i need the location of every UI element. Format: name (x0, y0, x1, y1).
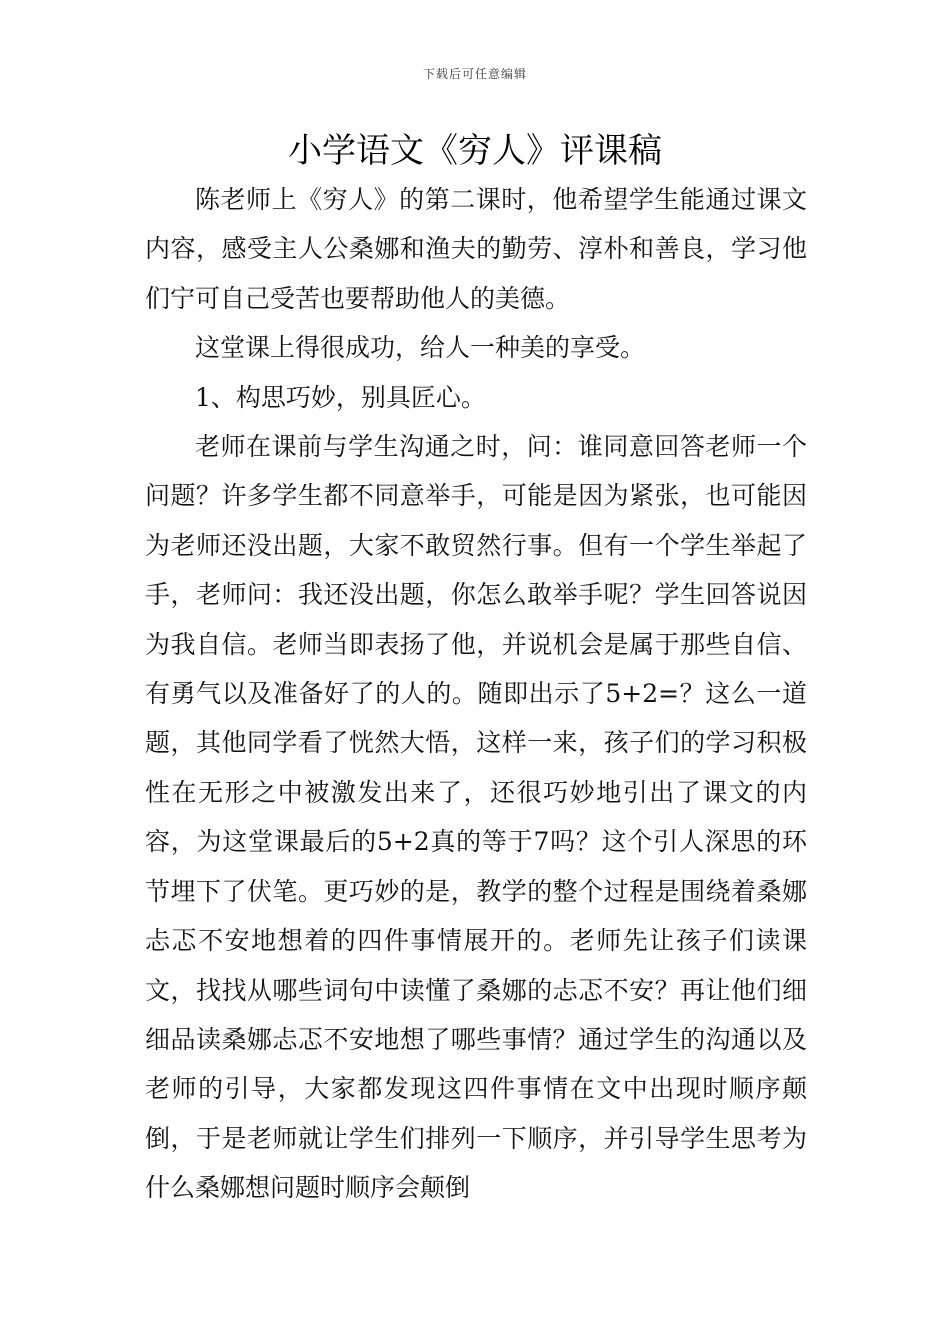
document-title: 小学语文《穷人》评课稿 (288, 131, 662, 171)
paragraph-summary: 这堂课上得很成功，给人一种美的享受。 (195, 333, 646, 363)
paragraph-section-heading: 1、构思巧妙，别具匠心。 (195, 382, 486, 412)
paragraph-detail: 老师在课前与学生沟通之时，问：谁同意回答老师一个问题？许多学生都不同意举手，可能是因为紧张，也可能因为老师还没出题，大家不敢贸然行事。但有一个学生举起了手，老师问：我还没出题，你怎么敢举手呢？学生回答说因为我自信。老师当即表扬了他，并说机会是属于那些自信、有勇气以及准备好了的人的。随即出示了5+2=？这么一道题，其他同学看了恍然大悟，这样一来，孩子们的学习积极性在无形之中被激发出来了，还很巧妙地引出了课文的内容，为这堂课最后的5+2真的等于7吗？这个引人深思的环节埋下了伏笔。更巧妙的是，教学的整个过程是围绕着桑娜忐忑不安地想着的四件事情展开的。老师先让孩子们读课文，找找从哪些词句中读懂了桑娜的忐忑不安？再让他们细细品读桑娜忐忑不安地想了哪些事情？通过学生的沟通以及老师的引导，大家都发现这四件事情在文中出现时顺序颠倒，于是老师就让学生们排列一下顺序，并引导学生思考为什么桑娜想问题时顺序会颠倒 (145, 432, 807, 1203)
header-note: 下载后可任意编辑 (422, 67, 527, 81)
document-body (145, 175, 807, 1213)
paragraph-intro: 陈老师上《穷人》的第二课时，他希望学生能通过课文内容，感受主人公桑娜和渔夫的勤劳、淳朴和善良，学习他们宁可自己受苦也要帮助他人的美德。 (145, 185, 807, 313)
